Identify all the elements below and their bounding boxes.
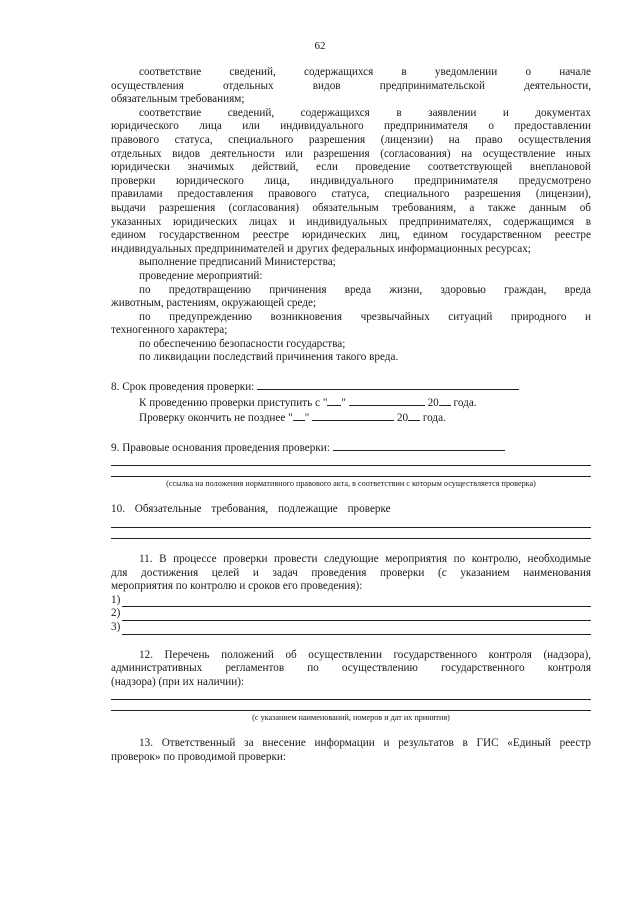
measure-state-security: по обеспечению безопасности государства;: [139, 337, 346, 350]
document-body: [111, 66, 591, 765]
start-month-field[interactable]: [349, 395, 425, 406]
text-line: юридически значимых действий, если проведение соответствующей внеплановой: [111, 161, 591, 174]
measure-item-3-field[interactable]: [122, 624, 591, 635]
section-8-title-line: [111, 379, 591, 395]
requirements-line-1[interactable]: [111, 517, 591, 528]
text-line: обязательным требованиям;: [111, 93, 245, 106]
year-word: года.: [453, 396, 477, 409]
regulations-line-2[interactable]: [111, 700, 591, 711]
end-month-field[interactable]: [312, 410, 394, 421]
text-line: проверок» по проводимой проверки:: [111, 750, 287, 763]
start-year-field[interactable]: [439, 395, 451, 406]
text-line: осуществления отдельных видов предпринимательской деятельности,: [111, 79, 591, 92]
text-line: выдачи разрешения (согласования) обязательным требованиям, а также данным об: [111, 201, 591, 214]
text-line: 13. Ответственный за внесение информации и результатов в ГИС «Единый реестр: [139, 737, 591, 750]
text-line: мероприятия по контролю и сроков его проведения):: [111, 580, 363, 593]
measure-item-2: [111, 607, 591, 621]
text-line: юридического лица или индивидуального предпринимателя о предоставлении: [111, 120, 591, 133]
text-line: отдельных видов деятельности или разрешения (согласования) на осуществление иных: [111, 147, 591, 160]
measure-harm-liquidation: по ликвидации последствий причинения такого вреда.: [139, 351, 399, 364]
text-line: проверки юридического лица, индивидуального предпринимателя предусмотрено: [111, 174, 591, 187]
paragraph-application-compliance: [111, 107, 591, 257]
section-9-legal-basis: [111, 440, 591, 490]
section-9-title: 9. Правовые основания проведения проверки:: [111, 441, 330, 454]
section-12-regulations-list: [111, 649, 591, 724]
end-label: Проверку окончить не позднее ": [139, 412, 293, 425]
text-line: правового статуса, специального разрешения (лицензии) на право осуществления: [111, 133, 591, 146]
measure-item-1: [111, 594, 591, 608]
paragraph-notification-compliance: [111, 66, 591, 107]
year-prefix: 20: [427, 396, 439, 409]
section-8-inspection-period: [111, 379, 591, 426]
inspection-start-line: [111, 395, 591, 411]
text-line: указанных юридических лицах и индивидуальных предпринимателях, содержащимся в: [111, 215, 591, 228]
item-number: 2): [111, 607, 121, 620]
text-line: (надзора) (при их наличии):: [111, 675, 245, 688]
measure-item-2-field[interactable]: [122, 610, 591, 621]
text-line: правилами предоставления правового статуса, специального разрешения (лицензии),: [111, 188, 591, 201]
legal-basis-line-1[interactable]: [111, 455, 591, 466]
regulations-line-1[interactable]: [111, 689, 591, 700]
text-line: соответствие сведений, содержащихся в заявлении и документах: [139, 106, 591, 119]
end-year-field[interactable]: [408, 410, 420, 421]
legal-basis-line-2[interactable]: [111, 466, 591, 477]
text-line: для достижения целей и задач проведения проверки (с указанием наименования: [111, 566, 591, 579]
item-execution: выполнение предписаний Министерства;: [139, 256, 336, 269]
text-line: административных регламентов по осуществлению государственного контроля: [111, 662, 591, 675]
measure-item-3: [111, 621, 591, 635]
regulations-note: (с указанием наименований, номеров и дат их принятия): [252, 713, 450, 723]
quote: ": [304, 412, 310, 425]
start-label: К проведению проверки приступить с ": [139, 396, 328, 409]
text-line: по предупреждению возникновения чрезвычайных ситуаций природного и: [139, 310, 591, 323]
measure-item-1-field[interactable]: [122, 596, 591, 607]
measure-harm-prevention: [111, 284, 591, 311]
end-day-field[interactable]: [293, 410, 305, 421]
section-8-title: 8. Срок проведения проверки:: [111, 381, 255, 394]
inspection-period-field[interactable]: [257, 379, 519, 390]
inspection-end-line: [111, 410, 591, 426]
item-number: 1): [111, 593, 121, 606]
text-line: 12. Перечень положений об осуществлении государственного контроля (надзора),: [139, 648, 591, 661]
requirements-line-2[interactable]: [111, 528, 591, 539]
text-line: по предотвращению причинения вреда жизни, здоровью граждан, вреда: [139, 283, 591, 296]
text-line: едином государственном реестре юридических лиц, едином государственном реестре: [111, 229, 591, 242]
text-line: индивидуальных предпринимателей и других федеральных информационных ресурсах;: [111, 242, 531, 255]
year-prefix: 20: [396, 412, 409, 425]
text-line: техногенного характера;: [111, 324, 228, 337]
text-line: соответствие сведений, содержащихся в уведомлении о начале: [139, 66, 591, 78]
quote: ": [341, 396, 346, 409]
legal-basis-note: (ссылка на положения нормативного правового акта, в соответствии с которым осуществляется проверка): [166, 479, 536, 489]
year-word: года.: [422, 412, 446, 425]
section-9-title-line: [111, 440, 591, 456]
section-10-mandatory-requirements: [111, 503, 591, 539]
legal-basis-field[interactable]: [333, 440, 505, 451]
measure-emergency-prevention: [111, 311, 591, 338]
item-number: 3): [111, 621, 121, 633]
section-10-title: 10. Обязательные требования, подлежащие проверке: [111, 503, 391, 516]
section-11-control-measures: [111, 553, 591, 635]
text-line: животным, растениям, окружающей среде;: [111, 297, 317, 310]
item-measures: проведение мероприятий:: [139, 269, 263, 282]
start-day-field[interactable]: [327, 395, 341, 406]
text-line: 11. В процессе проверки провести следующие мероприятия по контролю, необходимые: [139, 553, 591, 566]
page-number: 62: [314, 40, 326, 52]
section-13-responsible-person: [111, 737, 591, 764]
